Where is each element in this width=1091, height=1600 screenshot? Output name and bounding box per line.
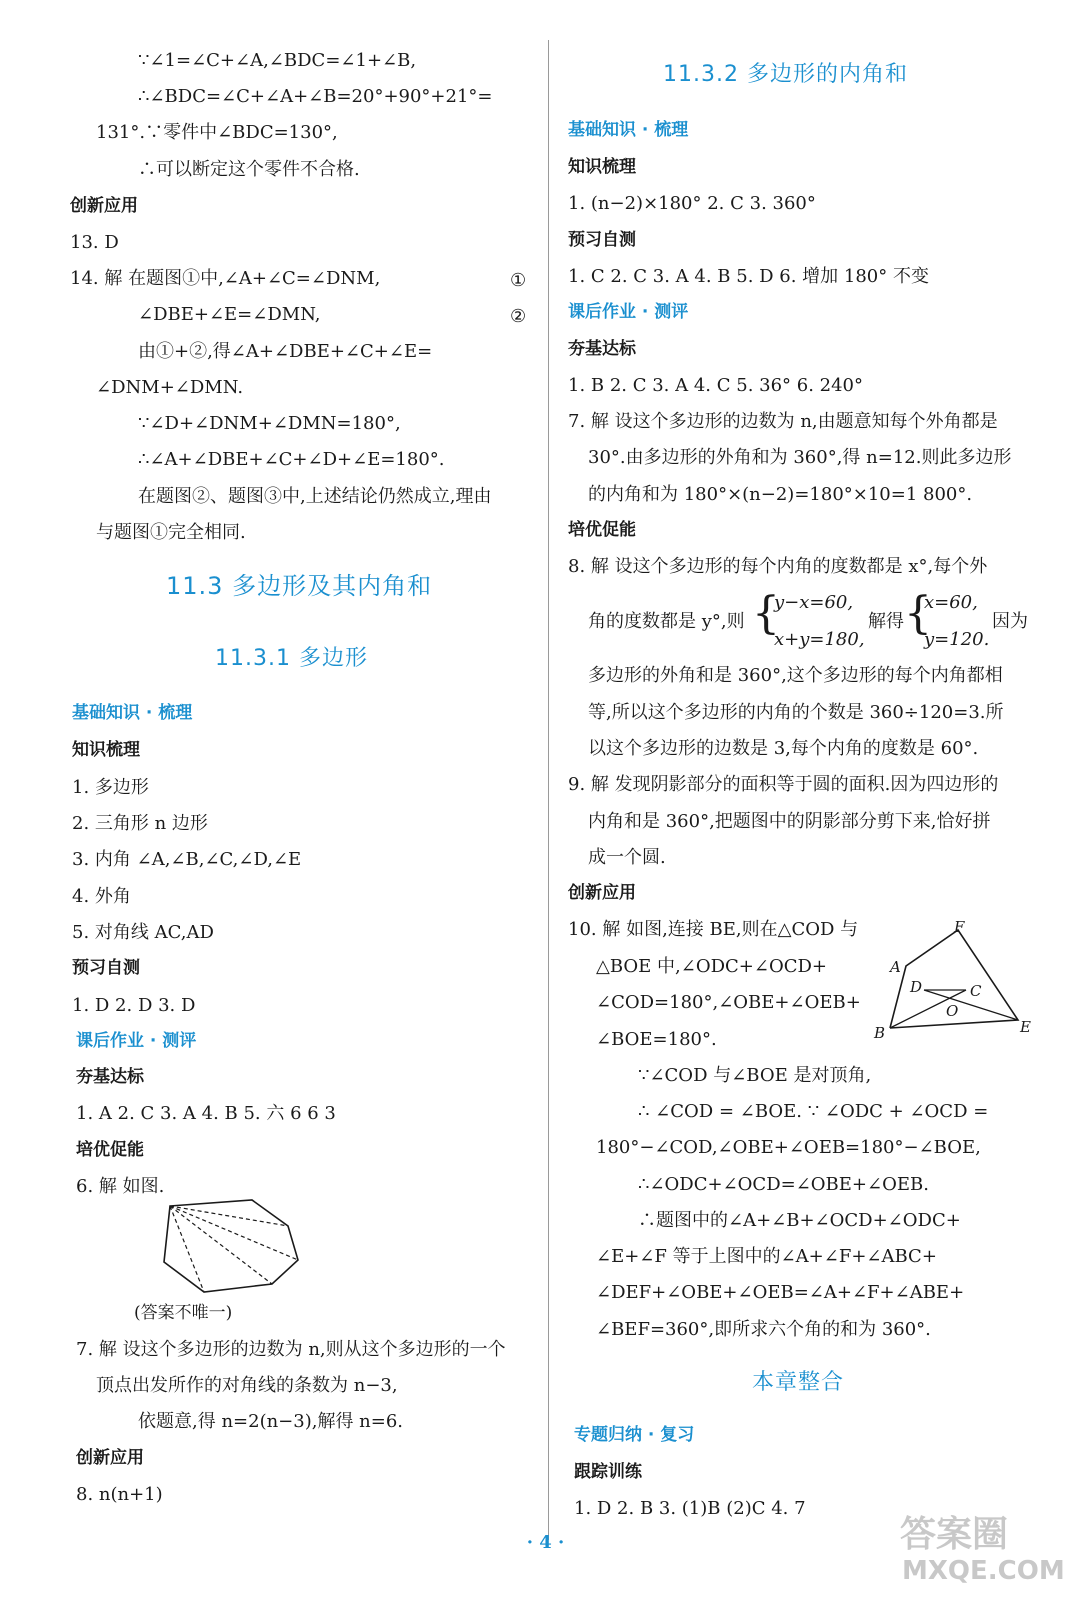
answer-line: 8. n(n+1) xyxy=(76,1484,163,1505)
answer-line: 1. D 2. D 3. D xyxy=(72,995,196,1016)
answer-line: 2. 三角形 n 边形 xyxy=(72,813,208,834)
chapter-title: 本章整合 xyxy=(752,1370,845,1395)
text-line: ∠E+∠F 等于上图中的∠A+∠F+∠ABC+ xyxy=(596,1246,937,1267)
note: (答案不唯一) xyxy=(134,1303,233,1323)
equation-tag: ① xyxy=(510,270,527,291)
answer-line: 1. B 2. C 3. A 4. C 5. 36° 6. 240° xyxy=(568,375,864,396)
point-label-A: A xyxy=(890,958,901,976)
text-line: 180°−∠COD,∠OBE+∠OEB=180°−∠BOE, xyxy=(596,1137,981,1158)
point-label-F: F xyxy=(954,918,965,936)
text-line: ∠DEF+∠OBE+∠OEB=∠A+∠F+∠ABE+ xyxy=(596,1282,965,1303)
point-label-B: B xyxy=(874,1024,886,1040)
answer-line: 5. 对角线 AC,AD xyxy=(72,922,214,943)
answer-line: 14. 解 在题图①中,∠A+∠C=∠DNM, xyxy=(70,268,381,289)
section-label: 基础知识 · 梳理 xyxy=(568,120,689,140)
subheading: 培优促能 xyxy=(76,1140,144,1160)
equation: x+y=180, xyxy=(774,629,865,650)
answer-line: 1. 多边形 xyxy=(72,777,149,798)
answer-line: 10. 解 如图,连接 BE,则在△COD 与 xyxy=(568,919,859,940)
text-line: ∴∠ODC+∠OCD=∠OBE+∠OEB. xyxy=(638,1174,929,1195)
subheading: 跟踪训练 xyxy=(574,1462,642,1482)
answer-line: 7. 解 设这个多边形的边数为 n,则从这个多边形的一个 xyxy=(76,1339,506,1360)
page-number: · 4 · xyxy=(526,1532,565,1553)
answer-line: 6. 解 如图. xyxy=(76,1176,165,1197)
watermark-logo: 答案圈 xyxy=(900,1514,1009,1555)
text-line: 角的度数都是 y°,则 xyxy=(588,611,745,632)
equation: y−x=60, xyxy=(774,592,854,613)
text-line: 成一个圆. xyxy=(588,847,666,868)
text-line: 30°.由多边形的外角和为 360°,得 n=12.则此多边形 xyxy=(588,447,1012,468)
section-label: 基础知识 · 梳理 xyxy=(72,703,193,723)
section-label: 课后作业 · 测评 xyxy=(76,1031,197,1051)
section-title: 11.3.1 多边形 xyxy=(215,646,368,671)
point-label-D: D xyxy=(910,978,923,996)
subheading: 创新应用 xyxy=(568,883,636,903)
point-label-C: C xyxy=(970,982,982,1000)
text-line: ∵∠COD 与∠BOE 是对顶角, xyxy=(638,1065,872,1086)
text-line: 与题图①完全相同. xyxy=(96,522,246,543)
section-title: 11.3.2 多边形的内角和 xyxy=(663,62,908,87)
section-label: 专题归纳 · 复习 xyxy=(574,1425,695,1445)
text-line: ∵∠D+∠DNM+∠DMN=180°, xyxy=(138,413,401,434)
text-line: ∠DNM+∠DMN. xyxy=(96,377,244,398)
answer-line: 1. D 2. B 3. (1)B (2)C 4. 7 xyxy=(574,1498,806,1519)
text-line: 131°.∵零件中∠BDC=130°, xyxy=(96,122,338,143)
brace-symbol: { xyxy=(904,588,932,639)
text-line: 以这个多边形的边数是 3,每个内角的度数是 60°. xyxy=(588,738,979,759)
text-line: 因为 xyxy=(992,611,1028,632)
answer-line: 8. 解 设这个多边形的每个内角的度数都是 x°,每个外 xyxy=(568,556,988,577)
text-line: ∠BOE=180°. xyxy=(596,1029,717,1050)
text-line: 依题意,得 n=2(n−3),解得 n=6. xyxy=(138,1411,404,1432)
watermark-url: MXQE.COM xyxy=(902,1556,1065,1586)
point-label-O: O xyxy=(946,1002,959,1020)
text-line: ∴题图中的∠A+∠B+∠OCD+∠ODC+ xyxy=(638,1210,961,1231)
answer-line: 1. (n−2)×180° 2. C 3. 360° xyxy=(568,193,816,214)
section-title: 11.3 多边形及其内角和 xyxy=(166,572,433,600)
text-line: 的内角和为 180°×(n−2)=180°×10=1 800°. xyxy=(588,484,973,505)
answer-line: 1. A 2. C 3. A 4. B 5. 六 6 6 3 xyxy=(76,1103,336,1124)
equation: y=120. xyxy=(924,629,990,650)
column-divider xyxy=(548,40,549,1540)
point-label-E: E xyxy=(1020,1018,1031,1036)
text-line: 解得 xyxy=(868,611,904,632)
diagonal-line xyxy=(170,1206,272,1284)
diagonal-line xyxy=(170,1206,298,1260)
subheading: 创新应用 xyxy=(70,196,138,216)
text-line: △BOE 中,∠ODC+∠OCD+ xyxy=(596,956,827,977)
subheading: 创新应用 xyxy=(76,1448,144,1468)
subheading: 预习自测 xyxy=(72,958,140,978)
answer-line: 3. 内角 ∠A,∠B,∠C,∠D,∠E xyxy=(72,849,302,870)
answer-line: 13. D xyxy=(70,232,119,253)
brace-symbol: { xyxy=(752,588,780,639)
text-line: ∠DBE+∠E=∠DMN, xyxy=(138,304,321,325)
answer-line: 7. 解 设这个多边形的边数为 n,由题意知每个外角都是 xyxy=(568,411,998,432)
subheading: 夯基达标 xyxy=(76,1067,144,1087)
subheading: 知识梳理 xyxy=(568,157,636,177)
text-line: ∴ ∠COD = ∠BOE. ∵ ∠ODC + ∠OCD = xyxy=(638,1101,989,1122)
text-line: ∠COD=180°,∠OBE+∠OEB+ xyxy=(596,992,861,1013)
geometry-diagram xyxy=(870,916,1040,1040)
subheading: 预习自测 xyxy=(568,230,636,250)
text-line: ∴可以断定这个零件不合格. xyxy=(138,159,360,180)
text-line: 等,所以这个多边形的内角的个数是 360÷120=3.所 xyxy=(588,702,1004,723)
text-line: ∵∠1=∠C+∠A,∠BDC=∠1+∠B, xyxy=(138,50,417,71)
heptagon-outline xyxy=(164,1200,298,1292)
text-line: ∠BEF=360°,即所求六个角的和为 360°. xyxy=(596,1319,931,1340)
text-line: 在题图②、题图③中,上述结论仍然成立,理由 xyxy=(138,486,492,507)
heptagon-diagram xyxy=(160,1196,310,1296)
subheading: 知识梳理 xyxy=(72,740,140,760)
section-label: 课后作业 · 测评 xyxy=(568,302,689,322)
text-line: 内角和是 360°,把题图中的阴影部分剪下来,恰好拼 xyxy=(588,811,991,832)
answer-line: 4. 外角 xyxy=(72,886,131,907)
equation: x=60, xyxy=(924,592,978,613)
subheading: 培优促能 xyxy=(568,520,636,540)
answer-line: 1. C 2. C 3. A 4. B 5. D 6. 增加 180° 不变 xyxy=(568,266,929,287)
answer-line: 9. 解 发现阴影部分的面积等于圆的面积.因为四边形的 xyxy=(568,774,999,795)
text-line: 多边形的外角和是 360°,这个多边形的每个内角都相 xyxy=(588,665,1003,686)
text-line: ∴∠BDC=∠C+∠A+∠B=20°+90°+21°= xyxy=(138,86,493,107)
text-line: 顶点出发所作的对角线的条数为 n−3, xyxy=(96,1375,398,1396)
subheading: 夯基达标 xyxy=(568,339,636,359)
text-line: ∴∠A+∠DBE+∠C+∠D+∠E=180°. xyxy=(138,449,445,470)
diagonal-line xyxy=(170,1206,288,1226)
equation-tag: ② xyxy=(510,306,527,327)
text-line: 由①+②,得∠A+∠DBE+∠C+∠E= xyxy=(138,341,433,362)
